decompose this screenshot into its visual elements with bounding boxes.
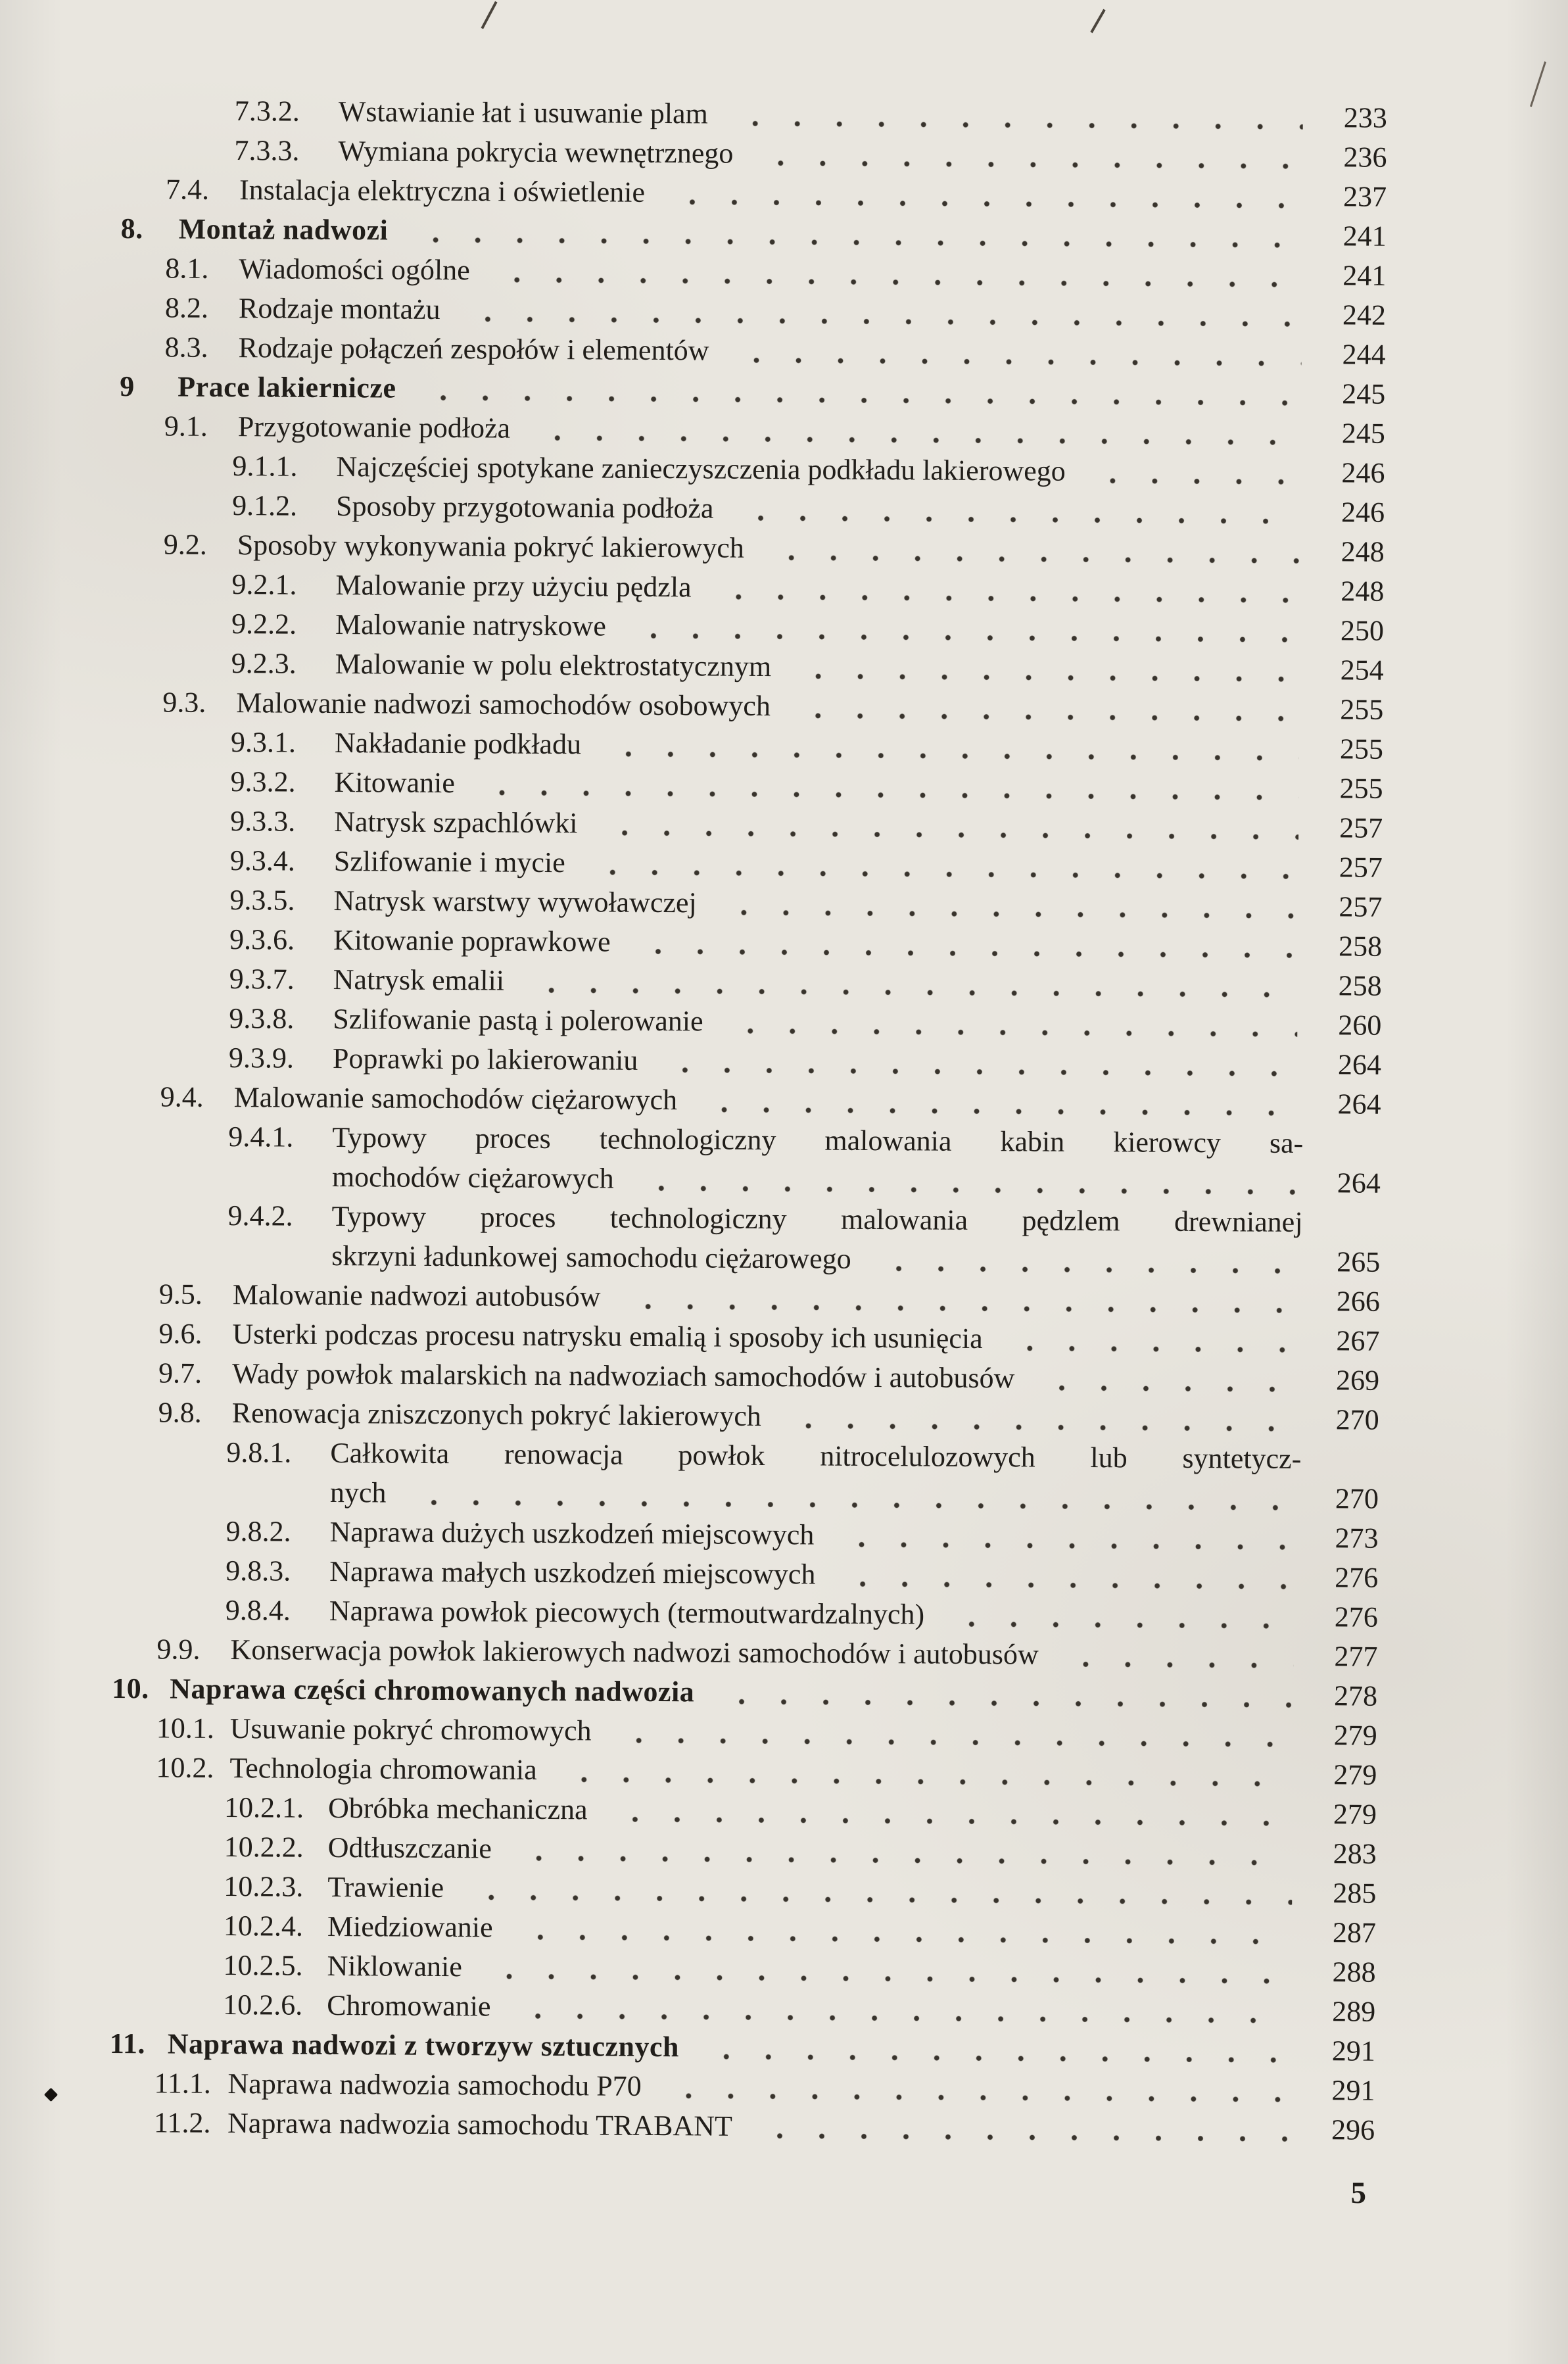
toc-entry-number: 9.8.3.	[226, 1555, 291, 1587]
dot-leader	[777, 1420, 1295, 1434]
dot-leader	[630, 1183, 1296, 1197]
toc-page-number: 241	[1342, 259, 1387, 292]
toc-entry-number: 9.8.	[158, 1396, 202, 1429]
toc-entry-title: Renowacja zniszczonych pokryć lakierowych	[231, 1397, 761, 1432]
toc-entry-number: 10.2.5.	[223, 1948, 303, 1982]
dot-leader	[940, 1619, 1294, 1631]
dot-leader	[760, 552, 1300, 566]
toc-entry-title: Usterki podczas procesu natrysku emalią i sposoby ich usunięcia	[232, 1318, 983, 1355]
toc-page-number: 277	[1334, 1640, 1378, 1673]
toc-page-number: 237	[1342, 180, 1387, 213]
dot-leader	[593, 827, 1298, 842]
toc-entry-title: Typowy proces technologiczny malowania pędzlem drewnianej	[331, 1199, 1303, 1239]
toc-entry-title: Usuwanie pokryć chromowych	[229, 1712, 592, 1747]
toc-page-number: 248	[1341, 535, 1385, 568]
dot-leader	[719, 1026, 1298, 1040]
toc-page-number: 289	[1332, 1995, 1376, 2028]
dot-leader	[471, 787, 1299, 803]
toc-page-number	[1301, 1468, 1379, 1469]
dot-leader	[725, 355, 1301, 369]
toc-entry-title: Naprawa powłok piecowych (termoutwardzalnych)	[329, 1594, 925, 1631]
toc-page-number: 279	[1333, 1758, 1377, 1791]
toc-row	[109, 2103, 1375, 2150]
toc-entry-title: Przygotowanie podłoża	[237, 410, 511, 445]
dot-leader	[506, 2011, 1291, 2026]
toc-page-number: 279	[1333, 1798, 1377, 1831]
toc-page-number: 278	[1333, 1679, 1378, 1712]
toc-entry-number: 9.9.	[156, 1633, 201, 1666]
toc-page-number: 233	[1343, 101, 1387, 134]
toc-entry-number: 9.3.7.	[229, 963, 295, 996]
toc-entry-number: 7.3.2.	[234, 95, 300, 128]
toc-entry-title: Odtłuszczanie	[327, 1831, 492, 1865]
toc-entry-title: Natrysk szpachlówki	[334, 805, 578, 840]
toc-page-number: 291	[1331, 2074, 1375, 2107]
toc-entry-number: 9.8.4.	[225, 1594, 291, 1627]
dot-leader	[1030, 1382, 1295, 1394]
toc-entry-number: 11.	[109, 2027, 146, 2060]
dot-leader	[749, 158, 1302, 172]
toc-row	[115, 1117, 1381, 1164]
dot-leader	[581, 867, 1298, 882]
toc-page-number: 287	[1332, 1916, 1377, 1949]
toc-page-number: 242	[1342, 299, 1387, 331]
toc-entry-title: Całkowita renowacja powłok nitrocelulozowych lub syntetycz-	[330, 1436, 1302, 1475]
toc-entry-number: 10.2.4.	[223, 1909, 304, 1942]
dot-leader	[867, 1263, 1296, 1276]
toc-page-number: 264	[1337, 1048, 1382, 1081]
toc-entry-title: Prace lakiernicze	[178, 370, 396, 404]
toc-page-number: 250	[1340, 614, 1385, 647]
folio-page-number: 5	[1350, 2176, 1366, 2210]
toc-entry-title: Wymiana pokrycia wewnętrznego	[338, 135, 734, 170]
toc-page-number: 245	[1341, 417, 1386, 450]
toc-entry-title: Nakładanie podkładu	[334, 726, 582, 761]
toc-entry-title: Instalacja elektryczna i oświetlenie	[239, 174, 646, 208]
toc-entry-number: 9.3.4.	[229, 844, 296, 877]
toc-entry-number: 8.2.	[164, 291, 209, 324]
toc-entry-number: 9.2.3.	[231, 647, 297, 680]
dot-leader	[999, 1343, 1296, 1355]
toc-entry-title: Najczęściej spotykane zanieczyszczenia podkładu lakierowego	[336, 450, 1066, 487]
toc-page-number: 273	[1335, 1522, 1379, 1555]
dot-leader	[1055, 1659, 1294, 1671]
toc-entry-title: Montaż nadwozi	[178, 212, 389, 247]
dot-leader	[486, 274, 1302, 290]
toc-entry-number: 9.7.	[158, 1357, 202, 1389]
toc-entry-title: Niklowanie	[327, 1949, 463, 1983]
toc-entry-number: 9.1.2.	[232, 489, 298, 522]
toc-row	[114, 1195, 1380, 1243]
toc-entry-title: Malowanie przy użyciu pędzla	[335, 569, 692, 604]
toc-entry-title: Chromowanie	[327, 1989, 491, 2023]
toc-entry-title: Poprawki po lakierowaniu	[332, 1042, 638, 1076]
dot-leader	[607, 1735, 1293, 1750]
toc-entry-title: Malowanie natryskowe	[335, 608, 606, 642]
toc-entry-title: Rodzaje montażu	[238, 292, 440, 326]
toc-entry-title: Kitowanie poprawkowe	[333, 923, 611, 958]
dot-leader	[404, 235, 1302, 251]
toc-entry-title: Malowanie nadwozi autobusów	[232, 1278, 601, 1313]
dot-leader	[710, 1697, 1293, 1710]
dot-leader	[831, 1579, 1294, 1592]
toc-entry-number: 8.	[120, 212, 143, 245]
dot-leader	[526, 433, 1301, 448]
toc-entry-number: 10.2.	[156, 1751, 214, 1784]
toc-page-number: 246	[1341, 496, 1385, 529]
dot-leader	[622, 631, 1300, 645]
toc-entry-title: Malowanie nadwozi samochodów osobowych	[236, 687, 771, 723]
toc-entry-number: 9.3.8.	[229, 1002, 295, 1035]
dot-leader	[627, 946, 1298, 961]
toc-entry-number: 9	[120, 370, 135, 403]
toc-entry-number: 9.4.2.	[227, 1199, 293, 1232]
toc-page-number: 267	[1336, 1324, 1380, 1357]
dot-leader	[695, 2051, 1291, 2065]
toc-entry-title: Naprawa dużych uszkodzeń miejscowych	[329, 1515, 815, 1551]
toc-entry-title: Obróbka mechaniczna	[327, 1791, 588, 1826]
toc-entry-number: 11.2.	[153, 2106, 211, 2139]
toc-entry-title: Konserwacja powłok lakierowych nadwozi samochodów i autobusów	[230, 1633, 1039, 1671]
toc-page-number: 269	[1335, 1364, 1380, 1397]
toc-entry-number: 10.2.3.	[224, 1870, 304, 1903]
toc-list	[109, 91, 1387, 2150]
toc-entry-title: Trawienie	[327, 1870, 444, 1904]
toc-entry-title: Natrysk emalii	[333, 963, 505, 997]
toc-entry-number: 9.3.	[162, 686, 206, 719]
dot-leader	[1081, 475, 1301, 487]
toc-entry-number: 9.3.5.	[229, 884, 295, 917]
dot-leader	[616, 1301, 1295, 1316]
dot-leader	[478, 1971, 1292, 1987]
dot-leader	[693, 1104, 1297, 1119]
dot-leader	[724, 118, 1303, 132]
toc-page-number: 264	[1337, 1088, 1381, 1121]
toc-entry-number: 7.4.	[165, 173, 210, 206]
toc-entry-title: mochodów ciężarowych	[331, 1160, 614, 1195]
dot-leader	[653, 1065, 1297, 1079]
toc-entry-number: 9.8.2.	[226, 1515, 291, 1548]
toc-entry-title: skrzyni ładunkowej samochodu ciężarowego	[331, 1239, 851, 1275]
scan-artifact-slash	[481, 1, 497, 29]
toc-entry-number: 9.3.1.	[230, 726, 297, 759]
toc-page-number: 270	[1335, 1403, 1379, 1436]
toc-entry-title: Naprawa części chromowanych nadwozia	[170, 1672, 695, 1708]
toc-page-number: 255	[1339, 772, 1383, 805]
toc-entry-number: 9.2.1.	[231, 568, 297, 601]
toc-page-number: 260	[1338, 1009, 1382, 1042]
dot-leader	[412, 393, 1301, 408]
toc-entry-number: 10.2.6.	[223, 1988, 303, 2021]
toc-entry-title: Typowy proces technologiczny malowania kabin kierowcy sa-	[332, 1121, 1304, 1160]
toc-entry-number: 9.1.1.	[232, 450, 298, 483]
toc-page-number: 296	[1331, 2113, 1375, 2146]
toc-entry-number: 9.1.	[164, 410, 208, 443]
toc-page-number: 276	[1335, 1561, 1379, 1594]
dot-leader	[604, 1814, 1293, 1829]
toc-entry-number: 10.	[112, 1672, 149, 1705]
toc-entry-number: 8.3.	[164, 331, 208, 364]
toc-page-number: 258	[1338, 930, 1383, 963]
toc-entry-title: nych	[329, 1476, 387, 1509]
toc-page-number: 255	[1339, 733, 1384, 765]
dot-leader	[597, 748, 1299, 763]
toc-entry-title: Malowanie samochodów ciężarowych	[233, 1081, 678, 1117]
toc-entry-number: 9.3.2.	[230, 765, 296, 798]
toc-entry-title: Sposoby przygotowania podłoża	[335, 490, 714, 525]
toc-entry-title: Kitowanie	[334, 765, 456, 800]
scan-artifact-speck	[44, 2088, 58, 2102]
dot-leader	[508, 1853, 1293, 1868]
toc-entry-number: 10.2.1.	[224, 1791, 304, 1824]
toc-entry-title: Wady powłok malarskich na nadwoziach samochodów i autobusów	[231, 1357, 1015, 1395]
toc-entry-number: 9.4.	[160, 1080, 204, 1113]
toc-entry-title: Rodzaje połączeń zespołów i elementów	[238, 331, 709, 367]
toc-entry-title: Natrysk warstwy wywoławczej	[333, 884, 697, 919]
dot-leader	[661, 197, 1302, 211]
toc-page-number: 245	[1342, 377, 1386, 410]
dot-leader	[729, 513, 1300, 527]
toc-entry-number: 9.2.2.	[231, 608, 297, 640]
toc-entry-number: 9.5.	[158, 1278, 202, 1311]
toc-page-number: 255	[1340, 693, 1384, 726]
dot-leader	[787, 671, 1300, 685]
dot-leader	[553, 1774, 1293, 1789]
toc-entry-number: 8.1.	[165, 252, 209, 285]
dot-leader	[707, 591, 1300, 606]
toc-page-number: 257	[1339, 811, 1383, 844]
dot-leader	[509, 1932, 1292, 1947]
toc-entry-title: Malowanie w polu elektrostatycznym	[335, 648, 772, 683]
toc-entry-number: 11.1.	[154, 2067, 212, 2100]
toc-entry-number: 10.1.	[156, 1712, 214, 1745]
toc-page-number: 266	[1336, 1285, 1380, 1318]
toc-page-number: 257	[1339, 851, 1383, 884]
toc-page-number: 254	[1340, 654, 1384, 687]
toc-entry-number: 9.2.	[163, 528, 207, 561]
toc-entry-title: Miedziowanie	[327, 1910, 493, 1944]
toc-entry-title: Naprawa nadwozia samochodu TRABANT	[227, 2107, 733, 2142]
toc-entry-number: 9.8.1.	[226, 1436, 292, 1469]
scan-artifact-slash	[1090, 9, 1105, 34]
dot-leader	[456, 314, 1302, 329]
toc-entry-number: 9.4.1.	[228, 1121, 294, 1153]
toc-entry-title: Naprawa nadwozi z tworzyw sztucznych	[167, 2027, 680, 2063]
toc-entry-number: 7.3.3.	[234, 134, 300, 167]
toc-page-number: 288	[1332, 1956, 1376, 1989]
dot-leader	[460, 1892, 1292, 1908]
toc-entry-title: Szlifowanie pastą i polerowanie	[333, 1002, 703, 1038]
toc-page-number: 276	[1334, 1601, 1379, 1633]
dot-leader	[748, 2131, 1291, 2144]
toc-page-number: 244	[1342, 338, 1386, 371]
toc-entry-title: Wiadomości ogólne	[239, 253, 470, 287]
dot-leader	[786, 710, 1299, 724]
toc-page-number: 248	[1341, 575, 1385, 608]
dot-leader	[713, 907, 1298, 921]
toc-row	[113, 1432, 1379, 1480]
dot-leader	[520, 985, 1298, 1000]
toc-entry-number: 9.3.9.	[228, 1042, 295, 1074]
toc-entry-title: Naprawa małych uszkodzeń miejscowych	[329, 1555, 816, 1591]
toc-page-number: 257	[1339, 890, 1383, 923]
toc-entry-number: 9.3.3.	[230, 805, 296, 838]
toc-page-number: 258	[1338, 969, 1382, 1002]
toc-page-number: 246	[1341, 456, 1385, 489]
toc-entry-number: 9.3.6.	[229, 923, 295, 956]
toc-page-number: 236	[1343, 141, 1387, 174]
toc-page-number: 241	[1342, 220, 1387, 253]
toc-entry-title: Wstawianie łat i usuwanie plam	[338, 95, 709, 130]
toc-entry-number: 9.6.	[158, 1317, 202, 1350]
dot-leader	[830, 1539, 1294, 1553]
toc-page-number: 285	[1333, 1877, 1377, 1910]
toc-entry-title: Sposoby wykonywania pokryć lakierowych	[237, 529, 744, 564]
toc-entry-title: Naprawa nadwozia samochodu P70	[227, 2067, 642, 2102]
toc-entry-title: Szlifowanie i mycie	[333, 844, 565, 879]
dot-leader	[402, 1497, 1295, 1513]
toc-page-number: 291	[1331, 2035, 1375, 2067]
toc-page-number: 265	[1337, 1245, 1381, 1278]
dot-leader	[657, 2090, 1291, 2105]
toc-entry-number: 10.2.2.	[224, 1831, 304, 1864]
toc-page-number: 279	[1333, 1719, 1377, 1752]
toc-entry-title: Technologia chromowania	[229, 1752, 537, 1786]
scan-artifact-slash	[1530, 61, 1546, 107]
toc-page-number: 264	[1337, 1167, 1381, 1199]
toc-page-number: 283	[1333, 1837, 1377, 1870]
toc-page-number: 270	[1335, 1482, 1379, 1515]
